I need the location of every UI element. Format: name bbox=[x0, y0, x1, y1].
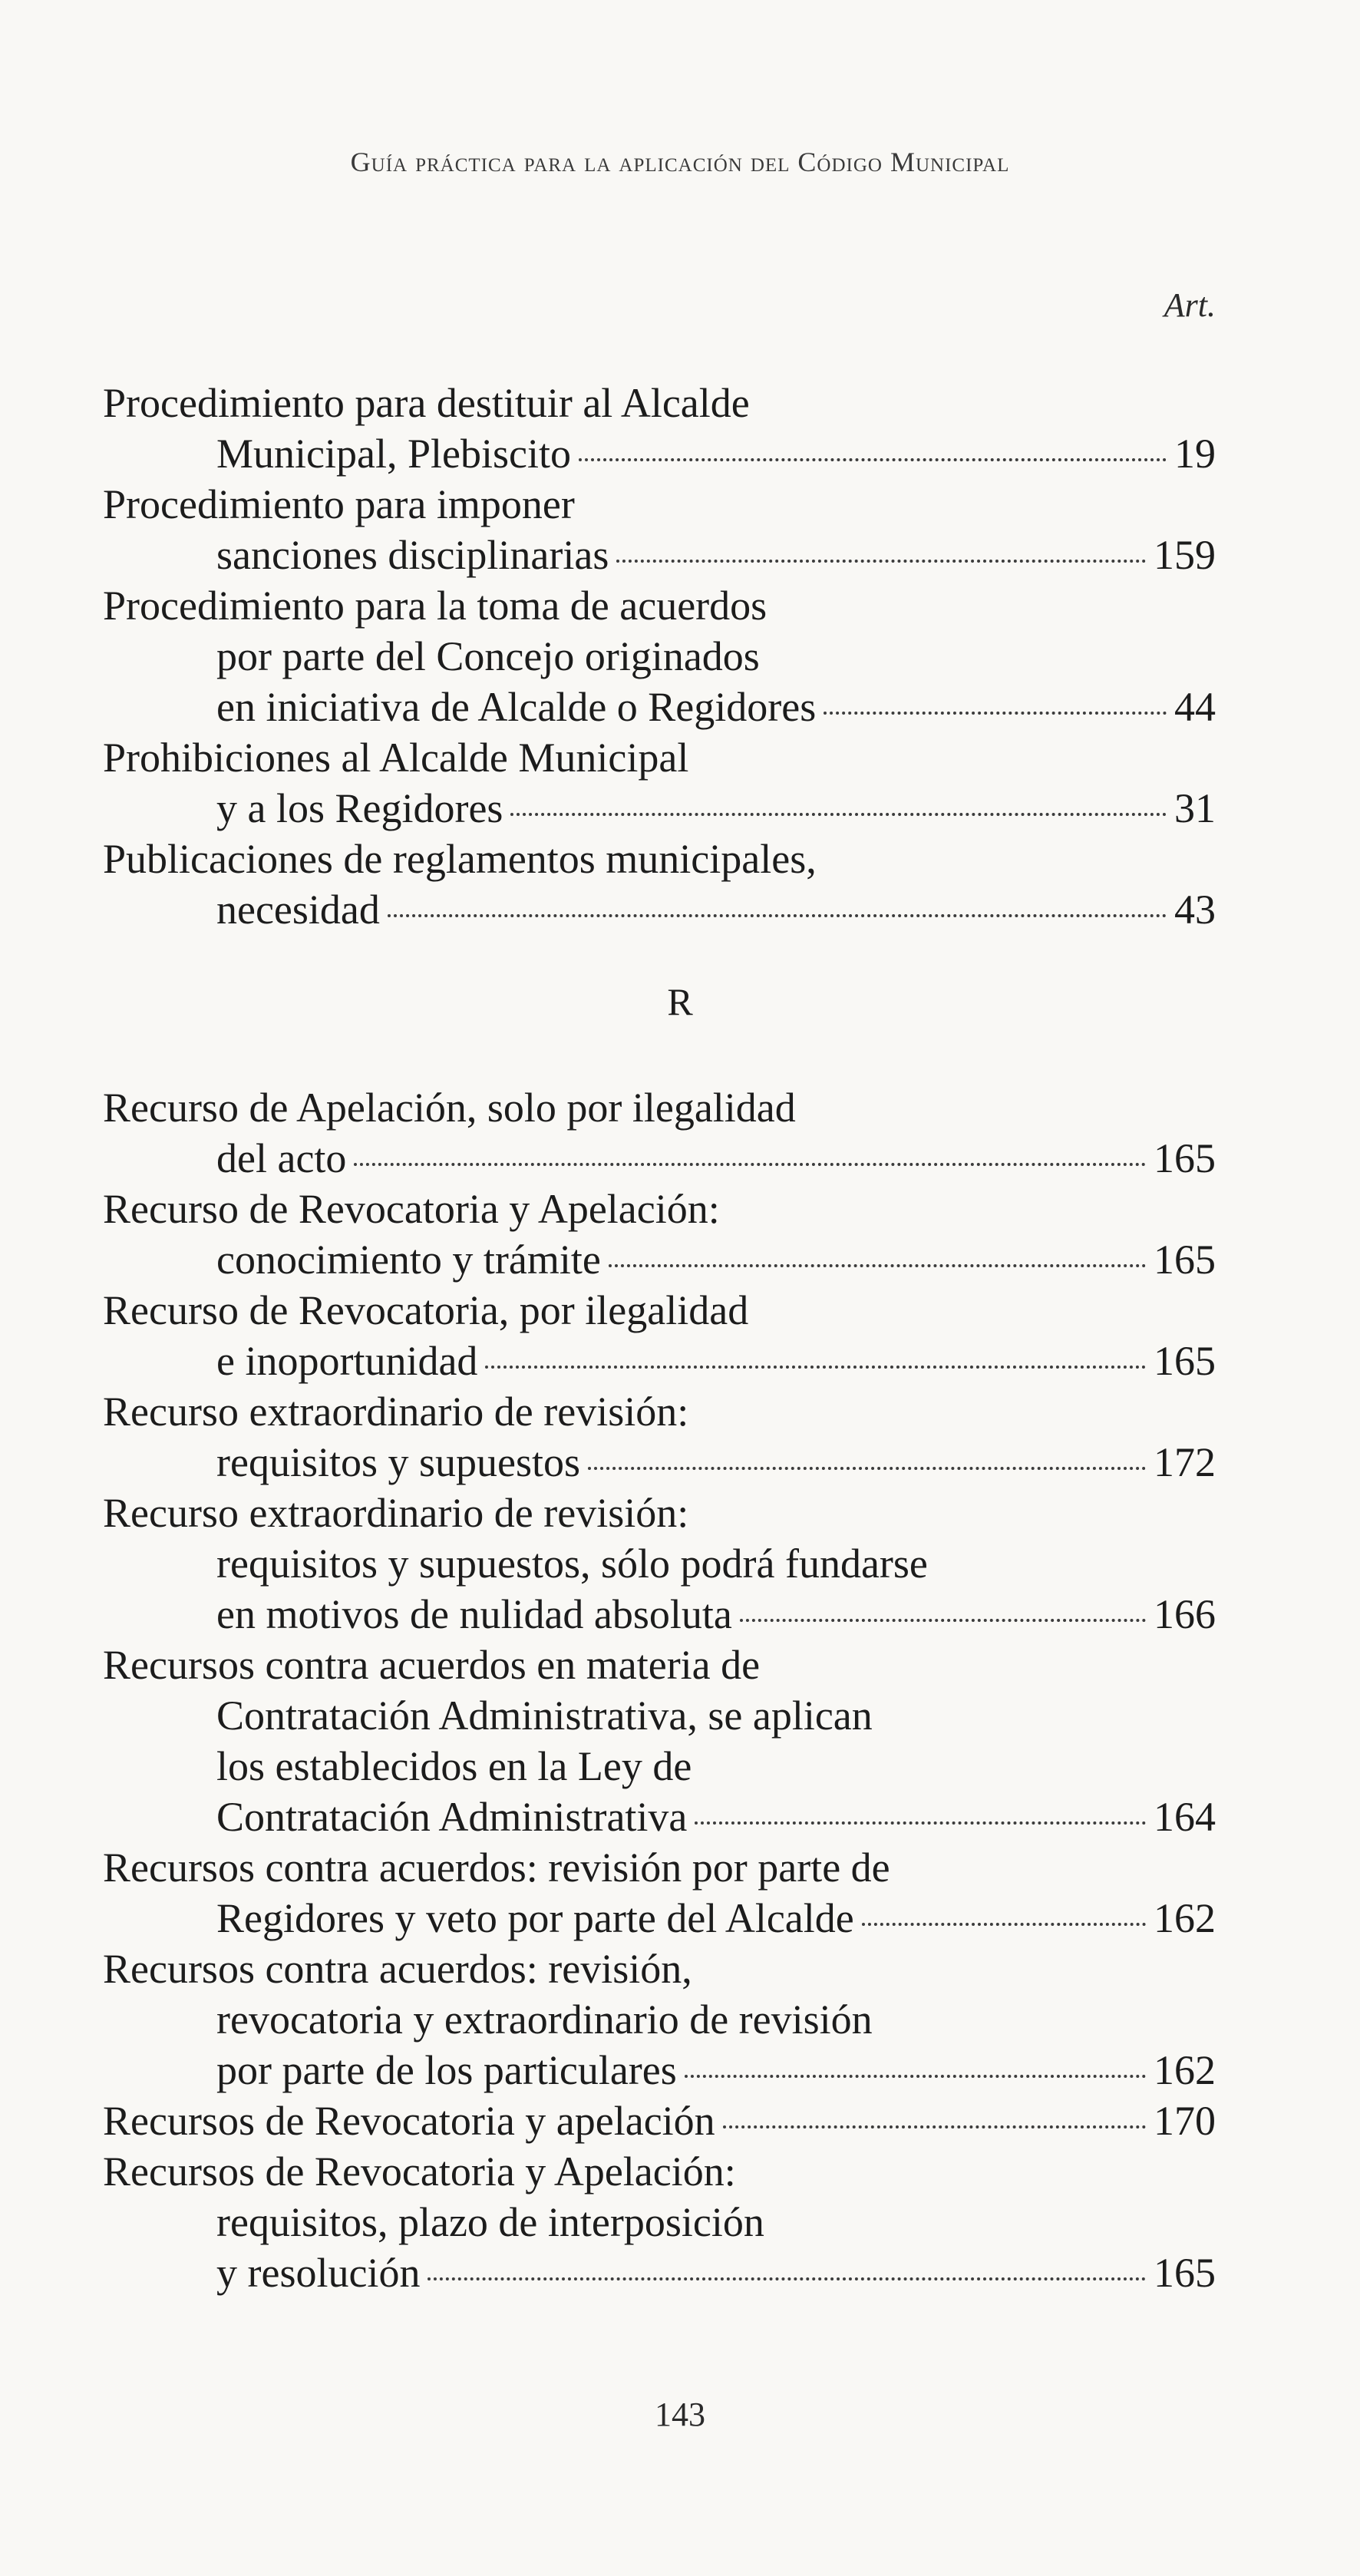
dot-leader bbox=[609, 1264, 1146, 1267]
entry-text: del acto bbox=[216, 1135, 347, 1181]
entry-final-line bbox=[103, 2247, 1216, 2298]
entry-text: Contratación Administrativa, se aplican bbox=[216, 1693, 873, 1739]
entry-text: en iniciativa de Alcalde o Regidores bbox=[216, 684, 817, 730]
index-entry bbox=[103, 378, 1216, 479]
dot-leader bbox=[579, 458, 1167, 461]
article-reference: 170 bbox=[1154, 2098, 1216, 2144]
dot-leader bbox=[824, 712, 1167, 715]
entry-text: Publicaciones de reglamentos municipales, bbox=[103, 836, 817, 882]
entry-line bbox=[103, 479, 1216, 530]
entry-text: Contratación Administrativa bbox=[216, 1794, 688, 1840]
entry-final-line bbox=[103, 1234, 1216, 1285]
dot-leader bbox=[723, 2125, 1146, 2129]
entry-text: Recurso de Apelación, solo por ilegalidad bbox=[103, 1085, 796, 1131]
entry-line bbox=[103, 1741, 1216, 1792]
entry-text: Regidores y veto por parte del Alcalde bbox=[216, 1895, 854, 1941]
index-section-p bbox=[103, 378, 1216, 935]
entry-line bbox=[103, 834, 1216, 884]
entry-line bbox=[103, 1386, 1216, 1437]
page-number: 143 bbox=[655, 2396, 705, 2433]
entry-final-line bbox=[103, 1336, 1216, 1386]
entry-text: Procedimiento para destituir al Alcalde bbox=[103, 380, 750, 426]
running-header: Guía práctica para la aplicación del Código Municipal bbox=[350, 147, 1010, 177]
index-entry bbox=[103, 2095, 1216, 2146]
index-entry bbox=[103, 1184, 1216, 1285]
entry-final-line bbox=[103, 884, 1216, 935]
dot-leader bbox=[685, 2075, 1146, 2078]
index-section-r bbox=[103, 1082, 1216, 2298]
entry-text: Municipal, Plebiscito bbox=[216, 431, 571, 477]
entry-final-line bbox=[103, 1792, 1216, 1842]
index-entry bbox=[103, 1842, 1216, 1944]
article-reference: 162 bbox=[1154, 1895, 1216, 1941]
index-entry bbox=[103, 1082, 1216, 1184]
entry-text: Prohibiciones al Alcalde Municipal bbox=[103, 735, 689, 781]
entry-text: Recurso extraordinario de revisión: bbox=[103, 1490, 689, 1536]
entry-text: e inoportunidad bbox=[216, 1338, 478, 1384]
entry-text: en motivos de nulidad absoluta bbox=[216, 1591, 732, 1637]
entry-final-line bbox=[103, 1893, 1216, 1944]
entry-text: Recursos de Revocatoria y Apelación: bbox=[103, 2148, 736, 2195]
entry-final-line bbox=[103, 530, 1216, 580]
index-entry bbox=[103, 479, 1216, 580]
dot-leader bbox=[427, 2277, 1146, 2280]
section-letter-heading: R bbox=[667, 980, 693, 1023]
entry-final-line bbox=[103, 682, 1216, 732]
article-reference: 31 bbox=[1174, 785, 1216, 831]
dot-leader bbox=[485, 1366, 1146, 1369]
index-entry bbox=[103, 2146, 1216, 2298]
entry-line bbox=[103, 1488, 1216, 1538]
entry-text: Recursos contra acuerdos en materia de bbox=[103, 1642, 761, 1688]
entry-text: Recursos de Revocatoria y apelación bbox=[103, 2098, 715, 2144]
article-reference: 172 bbox=[1154, 1439, 1216, 1485]
entry-text: Recurso de Revocatoria, por ilegalidad bbox=[103, 1287, 749, 1333]
entry-text: conocimiento y trámite bbox=[216, 1237, 601, 1283]
article-reference: 19 bbox=[1174, 431, 1216, 477]
entry-line bbox=[103, 580, 1216, 631]
entry-text: Procedimiento para imponer bbox=[103, 481, 575, 527]
entry-final-line bbox=[103, 428, 1216, 479]
entry-line bbox=[103, 1690, 1216, 1741]
entry-text: revocatoria y extraordinario de revisión bbox=[216, 1996, 873, 2043]
index-entry bbox=[103, 1944, 1216, 2095]
entry-line bbox=[103, 1184, 1216, 1234]
entry-line bbox=[103, 1842, 1216, 1893]
article-reference: 164 bbox=[1154, 1794, 1216, 1840]
entry-line bbox=[103, 1944, 1216, 1994]
entry-line bbox=[103, 2197, 1216, 2247]
entry-text: Recursos contra acuerdos: revisión por parte de bbox=[103, 1844, 890, 1891]
entry-text: Recursos contra acuerdos: revisión, bbox=[103, 1946, 692, 1992]
entry-line bbox=[103, 1285, 1216, 1336]
dot-leader bbox=[740, 1619, 1146, 1622]
entry-text: necesidad bbox=[216, 887, 380, 933]
entry-final-line bbox=[103, 1133, 1216, 1184]
dot-leader bbox=[616, 560, 1146, 563]
entry-line bbox=[103, 1082, 1216, 1133]
entry-line bbox=[103, 2146, 1216, 2197]
entry-line bbox=[103, 631, 1216, 682]
entry-final-line bbox=[103, 2045, 1216, 2095]
article-reference: 165 bbox=[1154, 1135, 1216, 1181]
article-reference: 162 bbox=[1154, 2047, 1216, 2093]
entry-final-line bbox=[103, 783, 1216, 834]
article-column-label: Art. bbox=[1164, 286, 1216, 324]
dot-leader bbox=[862, 1923, 1146, 1926]
entry-text: Recurso de Revocatoria y Apelación: bbox=[103, 1186, 720, 1232]
index-entry bbox=[103, 732, 1216, 834]
entry-final-line bbox=[103, 1589, 1216, 1640]
entry-text: requisitos y supuestos bbox=[216, 1439, 581, 1485]
index-entry bbox=[103, 580, 1216, 732]
entry-text: Procedimiento para la toma de acuerdos bbox=[103, 583, 767, 629]
entry-text: requisitos y supuestos, sólo podrá fundarse bbox=[216, 1541, 928, 1587]
dot-leader bbox=[388, 914, 1167, 917]
article-reference: 165 bbox=[1154, 2250, 1216, 2296]
entry-line bbox=[103, 1994, 1216, 2045]
entry-text: y resolución bbox=[216, 2250, 421, 2296]
dot-leader bbox=[588, 1467, 1146, 1470]
entry-text: y a los Regidores bbox=[216, 785, 503, 831]
entry-text: por parte de los particulares bbox=[216, 2047, 677, 2093]
index-entry bbox=[103, 1386, 1216, 1488]
entry-line bbox=[103, 378, 1216, 428]
entry-text: Recurso extraordinario de revisión: bbox=[103, 1389, 689, 1435]
article-reference: 159 bbox=[1154, 532, 1216, 578]
dot-leader bbox=[695, 1821, 1146, 1825]
index-entry bbox=[103, 834, 1216, 935]
entry-line bbox=[103, 732, 1216, 783]
dot-leader bbox=[354, 1163, 1146, 1166]
entry-final-line bbox=[103, 1437, 1216, 1488]
article-reference: 43 bbox=[1174, 887, 1216, 933]
dot-leader bbox=[510, 813, 1167, 816]
entry-text: requisitos, plazo de interposición bbox=[216, 2199, 764, 2245]
index-entry bbox=[103, 1285, 1216, 1386]
entry-line bbox=[103, 1538, 1216, 1589]
article-reference: 166 bbox=[1154, 1591, 1216, 1637]
article-reference: 165 bbox=[1154, 1338, 1216, 1384]
entry-line bbox=[103, 1640, 1216, 1690]
article-reference: 44 bbox=[1174, 684, 1216, 730]
entry-final-line bbox=[103, 2095, 1216, 2146]
entry-text: sanciones disciplinarias bbox=[216, 532, 609, 578]
entry-text: los establecidos en la Ley de bbox=[216, 1743, 692, 1789]
index-entry bbox=[103, 1488, 1216, 1640]
entry-text: por parte del Concejo originados bbox=[216, 633, 760, 679]
index-entry bbox=[103, 1640, 1216, 1842]
article-reference: 165 bbox=[1154, 1237, 1216, 1283]
